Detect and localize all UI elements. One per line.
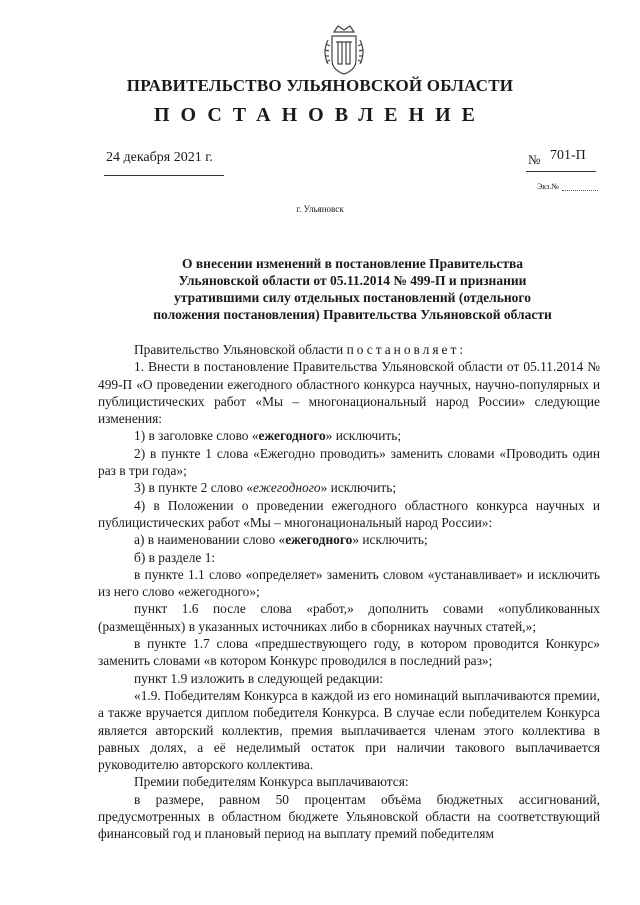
- coat-of-arms-icon: [318, 22, 370, 78]
- item-b: б) в разделе 1:: [134, 549, 216, 565]
- subject-line: О внесении изменений в постановление Правительства: [182, 256, 523, 271]
- paragraph-1: 1. Внести в постановление Правительства Ульяновской области от 05.11.2014 № 499-П «О проведении ежегодного областного конкурса научных, научно-популярных и публицистических работ «Мы – многонациональный народ России» следующие изменения:: [98, 359, 600, 427]
- copy-number-line: [562, 190, 598, 191]
- subitem-1-9: пункт 1.9 изложить в следующей редакции:: [134, 670, 384, 686]
- number-underline: [526, 171, 596, 172]
- intro-paragraph: [98, 341, 600, 358]
- subject-line: Ульяновской области от 05.11.2014 № 499-П и признании: [178, 273, 527, 288]
- subject-line: положения постановления) Правительства Ульяновской области: [153, 307, 552, 322]
- item-a: а) в наименовании слово «ежегодного» исключить;: [134, 532, 428, 548]
- date-underline: [104, 175, 224, 176]
- item-1: 1) в заголовке слово «ежегодного» исключить;: [134, 428, 402, 444]
- item-4: 4) в Положении о проведении ежегодного областного конкурса научных и публицистических работ «Мы – многонациональный народ России»:: [98, 497, 600, 530]
- subitem-1-7: в пункте 1.7 слова «предшествующего году, в котором проводится Конкурс» заменить словами «в котором Конкурс проводился в последний раз»;: [98, 636, 600, 669]
- subitem-1-6: пункт 1.6 после слова «работ,» дополнить совами «опубликованных (размещённых) в указанных источниках либо в сборниках научных статей,»;: [98, 601, 600, 634]
- item-3: 3) в пункте 2 слово «ежегодного» исключить;: [134, 480, 397, 496]
- subject-line: утратившими силу отдельных постановлений (отдельного: [174, 290, 531, 305]
- item-2: 2) в пункте 1 слова «Ежегодно проводить» заменить словами «Проводить один раз в три года»;: [98, 445, 600, 479]
- city: г. Ульяновск: [296, 204, 344, 214]
- document-subject: [130, 255, 575, 323]
- copy-number-label: Экз.№: [537, 182, 559, 191]
- quote-paragraph-2: Премии победителям Конкурса выплачиваются:: [134, 774, 409, 790]
- intro-text: Правительство Ульяновской области: [134, 342, 344, 357]
- document-type: ПОСТАНОВЛЕНИЕ: [154, 104, 486, 126]
- subitem-1-1: в пункте 1.1 слово «определяет» заменить словом «устанавливает» и исключить из него слово «ежегодного»;: [98, 566, 600, 600]
- quote-paragraph-1: «1.9. Победителям Конкурса в каждой из его номинаций выплачиваются премии, а также вручается диплом победителя Конкурса. В случае если победителем Конкурса является авторский коллектив, премия выплачивается членам этого коллектива в равных долях, а её неделимый остаток при наличии такового выплачивается руководителю авторского коллектива.: [98, 687, 600, 773]
- quote-paragraph-3: в размере, равном 50 процентам объёма бюджетных ассигнований, предусмотренных в областном бюджете Ульяновской области на соответствующий финансовый год и плановый период на выплату премий победителям: [98, 791, 600, 842]
- document-body: [98, 341, 600, 843]
- document-date: 24 декабря 2021 г.: [106, 150, 213, 165]
- document-number: 701-П: [550, 148, 586, 163]
- intro-resolves: постановляет:: [346, 342, 467, 357]
- number-sign: №: [528, 152, 541, 167]
- government-title: ПРАВИТЕЛЬСТВО УЛЬЯНОВСКОЙ ОБЛАСТИ: [126, 76, 514, 95]
